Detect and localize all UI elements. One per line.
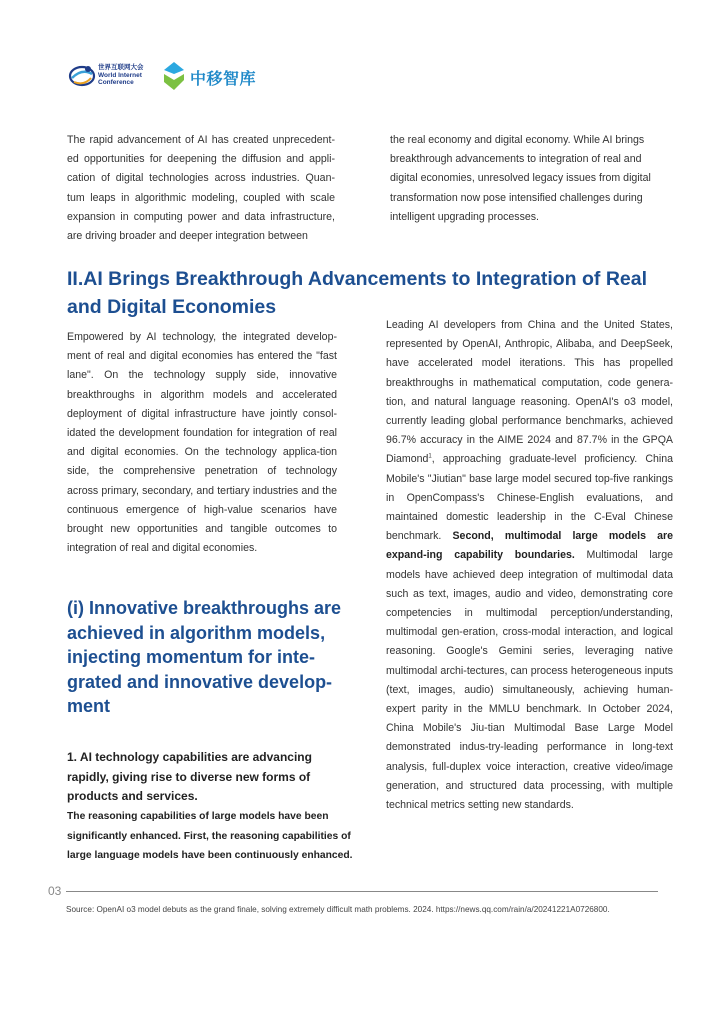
footnote-marker: 1: [428, 453, 432, 460]
wic-name-en-2: Conference: [98, 79, 134, 86]
subsection-title: (i) Innovative breakthroughs are achieved in algorithm models, injecting momentum for inte-grated and innovative develop-ment: [67, 598, 342, 716]
right-text-part1: Leading AI developers from China and the United States, represented by OpenAI, Anthropic, Alibaba, and DeepSeek, have accelerated model iterations. This has propelled breakthroughs in mathematical computation, code genera-tion, and natural language reasoning. OpenAI's o3 model, currently leading global performance benchmarks, achieved 96.7% accuracy in the AIME 2024 and 87.7% in the GPQA Diamond: [386, 319, 673, 466]
section-title: II.AI Brings Breakthrough Advancements to Integration of Real and Digital Economies: [67, 268, 648, 318]
page-number: 03: [48, 884, 62, 898]
item-heading: 1. AI technology capabilities are advancing rapidly, giving rise to diverse new forms of products and services.: [67, 750, 312, 803]
right-bold-text: Second, multimodal large models are expand-ing capability boundaries.: [386, 530, 674, 562]
right-text-part2: , approaching graduate-level proficiency. China Mobile's "Jiutian" base large model secured top-five rankings in OpenCompass's Chinese-English evaluations, and maintained domestic leadership in the C-Eval Chinese benchmark.: [386, 453, 673, 543]
wic-name-en-1: World Internet: [98, 71, 142, 79]
section-left-paragraph: [67, 328, 337, 558]
world-internet-conference-logo: [68, 60, 158, 94]
wic-emblem-icon: [68, 60, 96, 90]
item-bold-paragraph: The reasoning capabilities of large models have been significantly enhanced. First, the reasoning capabilities of large language models have been continuously enhanced.: [67, 811, 353, 862]
intro-right-text: the real economy and digital economy. While AI brings breakthrough advancements to integration of real and digital economies, unresolved legacy issues from digital transformation now pose intensified challenges during intelligent upgrading processes.: [390, 134, 651, 223]
intro-right-paragraph: [390, 131, 660, 227]
right-text-part3: Multimodal large models have achieved deep integration of multimodal data such as text, images, audio and video, demonstrating core competencies in multimodal perception/understanding, multimodal gen-eration, cross-modal interaction, and logical reasoning. Google's Gemini series, leveraging native multimodal archi-tectures, can process heterogeneous inputs (text, images, audio) simultaneously, achieving human-expert parity in the MMLU benchmark. In October 2024, China Mobile's Jiu-tian Multimodal Base Large Model demonstrated indus-try-leading performance in long-text analysis, full-duplex voice interaction, creative video/image generation, and structured data processing, with multiple technical metrics setting new standards.: [386, 549, 673, 812]
cmti-logo-text: 中移智库: [190, 71, 257, 88]
intro-left-paragraph: [67, 131, 335, 246]
footnote: Source: OpenAI o3 model debuts as the grand finale, solving extremely difficult math problems. 2024. https://news.qq.com/rain/a/20241221A0726800.: [66, 905, 610, 914]
footer-divider: [66, 891, 658, 892]
section-left-text: Empowered by AI technology, the integrated develop-ment of real and digital economies has entered the "fast lane". On the technology supply side, innovative breakthroughs in algorithm models and accelerated deployment of digital infrastructure have jointly consol-idated the development foundation for integration of real and digital economies. On the technology applica-tion side, the comprehensive penetration of technology across primary, secondary, and tertiary industries and the continuous emergence of high-value scenarios have brought new opportunities and tangible outcomes to integration of real and digital economies.: [67, 331, 337, 555]
section-right-text: [386, 316, 673, 815]
wic-name-cn: 世界互联网大会: [98, 64, 144, 71]
section-right-paragraph: [386, 316, 673, 815]
cmti-emblem-icon: [160, 60, 188, 92]
intro-left-text: The rapid advancement of AI has created unprecedent-ed opportunities for deepening the diffusion and appli-cation of digital technologies across industries. Quan-tum leaps in algorithmic modeling, coupled with scale expansion in computing power and data infrastructure, are driving broader and deeper integration between: [67, 134, 335, 243]
cmti-logo: [160, 60, 270, 94]
